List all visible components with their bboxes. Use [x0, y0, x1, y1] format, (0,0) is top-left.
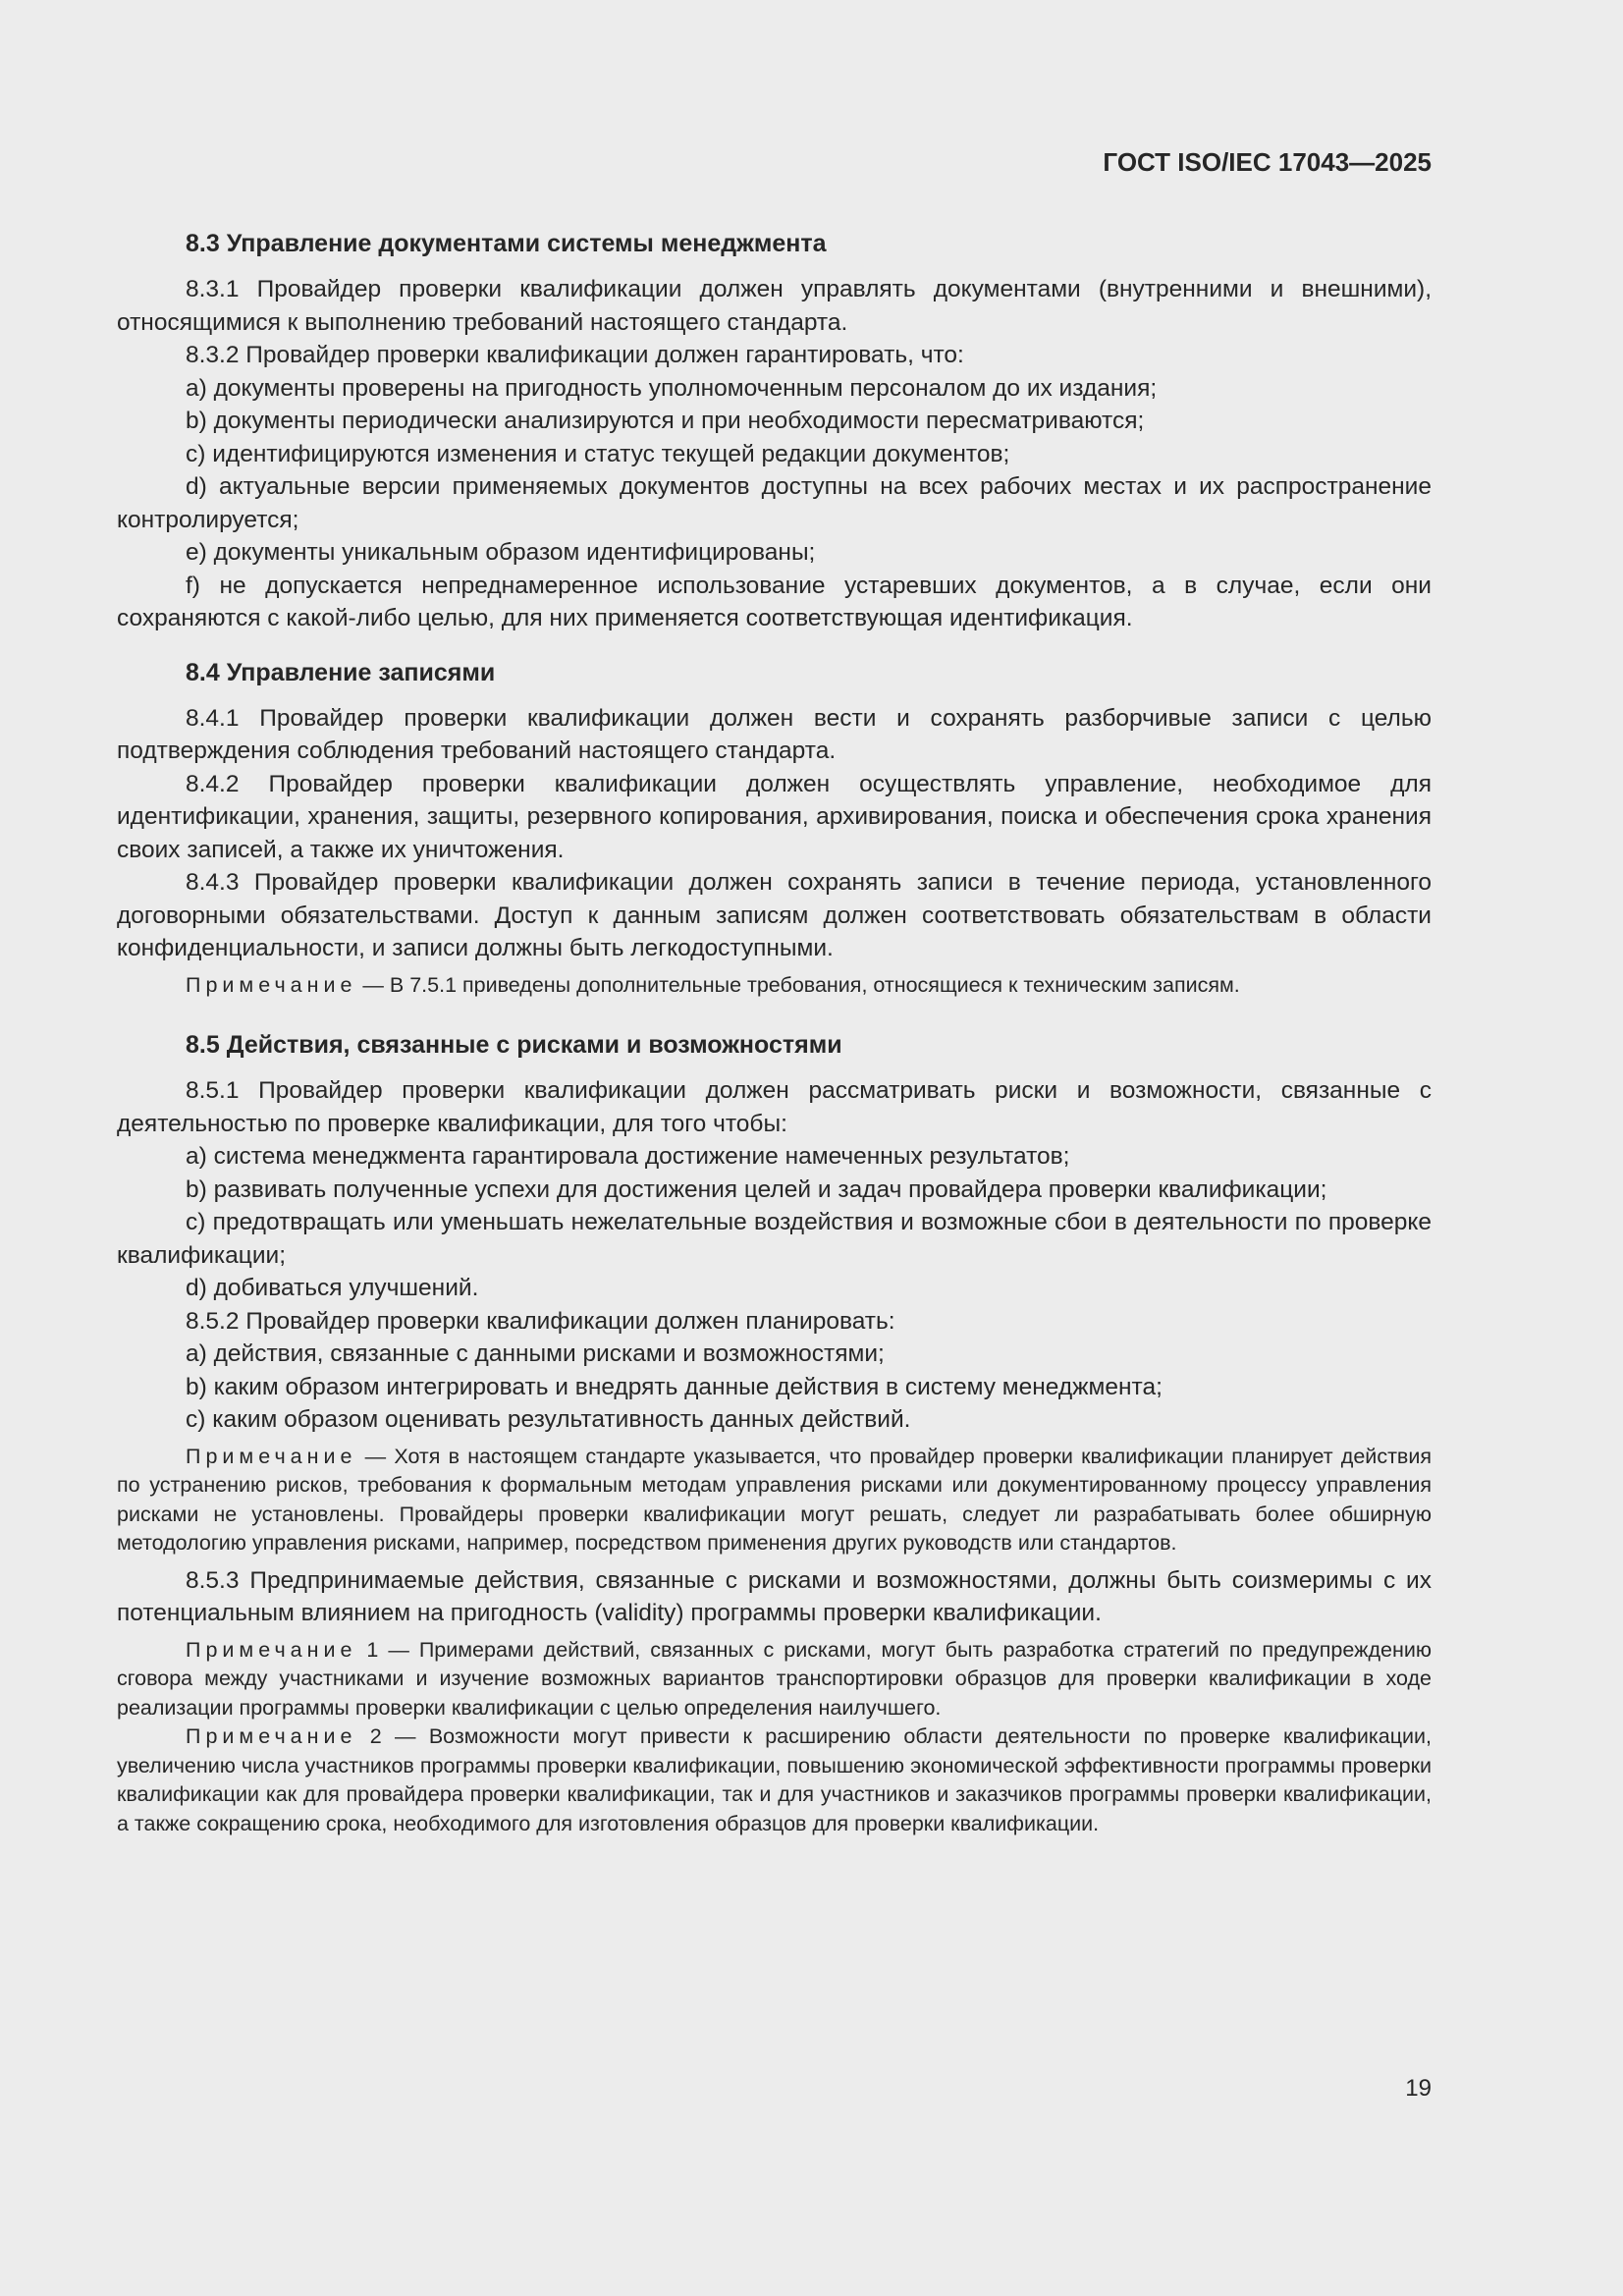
list-item-d: d) актуальные версии применяемых документов доступны на всех рабочих местах и их распространение контролируется;	[117, 473, 1432, 533]
section-8-5-heading: 8.5 Действия, связанные с рисками и возможностями	[186, 1031, 842, 1059]
clause-8-4-2: 8.4.2 Провайдер проверки квалификации должен осуществлять управление, необходимое для идентификации, хранения, защиты, резервного копирования, архивирования, поиска и обеспечения срока хранения своих записей, а также их уничтожения.	[117, 770, 1432, 863]
standard-header: ГОСТ ISO/IEC 17043—2025	[1103, 147, 1432, 177]
note-1-8-5-3	[117, 1636, 1432, 1723]
note-8-5-2	[117, 1443, 1432, 1558]
list-item-c: c) каким образом оценивать результативность данных действий.	[186, 1406, 911, 1433]
list-item-b: b) развивать полученные успехи для достижения целей и задач провайдера проверки квалификации;	[186, 1175, 1327, 1203]
clause-8-5-1: 8.5.1 Провайдер проверки квалификации должен рассматривать риски и возможности, связанные с деятельностью по проверке квалификации, для того чтобы:	[117, 1077, 1432, 1137]
note-label: Примечание	[186, 1724, 357, 1748]
note-label: Примечание	[186, 1444, 357, 1468]
list-item-a: a) система менеджмента гарантировала достижение намеченных результатов;	[186, 1143, 1070, 1170]
list-item-d: d) добиваться улучшений.	[186, 1275, 479, 1301]
note-text: — Хотя в настоящем стандарте указывается, что провайдер проверки квалификации планирует действия по устранению рисков, требования к формальным методам управления рисками или документированному процессу управления рисками не установлены. Провайдеры проверки квалификации могут решать, следует ли разрабатывать более обширную методологию управления рисками, например, посредством применения других руководств или стандартов.	[117, 1444, 1432, 1555]
clause-8-3-1: 8.3.1 Провайдер проверки квалификации должен управлять документами (внутренними и внешними), относящимися к выполнению требований настоящего стандарта.	[117, 276, 1432, 336]
list-item-a: a) действия, связанные с данными рисками и возможностями;	[186, 1340, 885, 1367]
clause-8-5-3: 8.5.3 Предпринимаемые действия, связанные с рисками и возможностями, должны быть соизмеримы с их потенциальным влиянием на пригодность (validity) программы проверки квалификации.	[117, 1566, 1432, 1626]
clause-8-5-2: 8.5.2 Провайдер проверки квалификации должен планировать:	[186, 1307, 895, 1335]
document-body	[117, 220, 1432, 1838]
note-label: Примечание	[186, 972, 357, 997]
page-number: 19	[1405, 2075, 1432, 2102]
note-text: — В 7.5.1 приведены дополнительные требования, относящиеся к техническим записям.	[356, 972, 1240, 997]
note-8-4	[117, 971, 1432, 1001]
note-text: 2 — Возможности могут привести к расширению области деятельности по проверке квалификации, увеличению числа участников программы проверки квалификации, повышению экономической эффективности программы проверки квалификации как для провайдера проверки квалификации, так и для участников и заказчиков программы проверки квалификации, а также сокращению срока, необходимого для изготовления образцов для проверки квалификации.	[117, 1724, 1432, 1835]
note-label: Примечание	[186, 1637, 357, 1662]
list-item-e: e) документы уникальным образом идентифицированы;	[186, 539, 816, 566]
section-8-4-heading: 8.4 Управление записями	[186, 658, 496, 686]
section-8-3-heading: 8.3 Управление документами системы менеджмента	[186, 230, 827, 257]
list-item-c: c) идентифицируются изменения и статус текущей редакции документов;	[186, 440, 1010, 467]
list-item-b: b) каким образом интегрировать и внедрять данные действия в систему менеджмента;	[186, 1373, 1163, 1400]
list-item-c: c) предотвращать или уменьшать нежелательные воздействия и возможные сбои в деятельности по проверке квалификации;	[117, 1209, 1432, 1269]
note-2-8-5-3	[117, 1722, 1432, 1838]
note-text: 1 — Примерами действий, связанных с рисками, могут быть разработка стратегий по предупреждению сговора между участниками и изучение возможных вариантов транспортировки образцов для проверки квалификации в ходе реализации программы проверки квалификации с целью определения наилучшего.	[117, 1637, 1432, 1720]
clause-8-4-1: 8.4.1 Провайдер проверки квалификации должен вести и сохранять разборчивые записи с целью подтверждения соблюдения требований настоящего стандарта.	[117, 704, 1432, 764]
list-item-a: a) документы проверены на пригодность уполномоченным персоналом до их издания;	[186, 374, 1158, 402]
list-item-b: b) документы периодически анализируются и при необходимости пересматриваются;	[186, 408, 1145, 434]
clause-8-4-3: 8.4.3 Провайдер проверки квалификации должен сохранять записи в течение периода, установленного договорными обязательствами. Доступ к данным записям должен соответствовать обязательствам в области конфиденциальности, и записи должны быть легкодоступными.	[117, 869, 1432, 961]
clause-8-3-2: 8.3.2 Провайдер проверки квалификации должен гарантировать, что:	[186, 342, 964, 368]
list-item-f: f) не допускается непреднамеренное использование устаревших документов, а в случае, если они сохраняются с какой-либо целью, для них применяется соответствующая идентификация.	[117, 572, 1432, 631]
